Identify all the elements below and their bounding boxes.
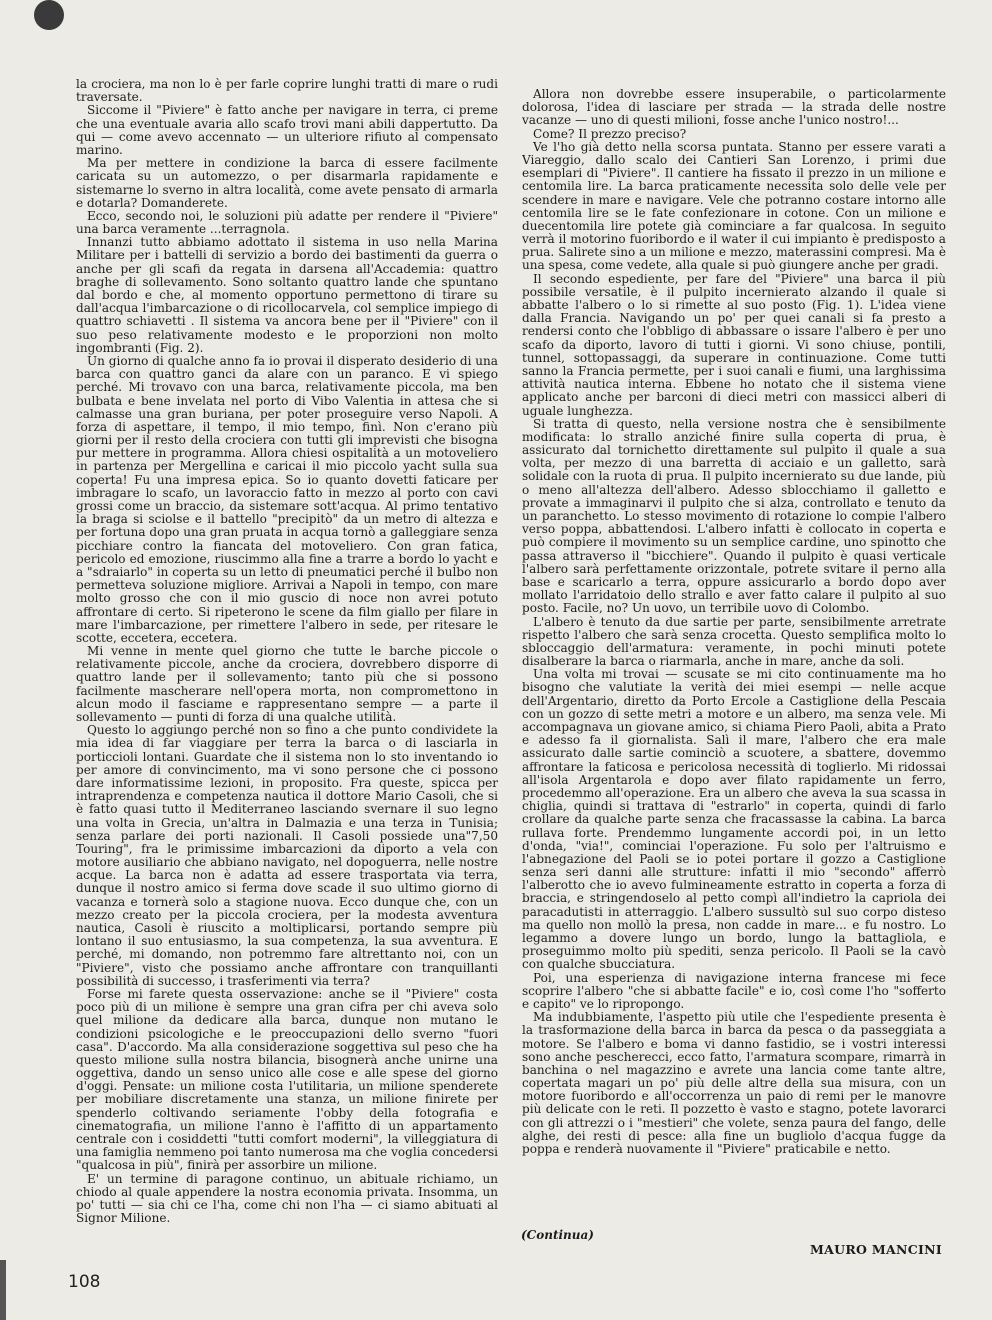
paragraph: Ma per mettere in condizione la barca di essere facilmente caricata su un automezzo, o per disarmarla rapidamente e sistemarne lo sverno in altra località, come avete pensato di armarla e dotarla? Domanderete. [76,156,498,210]
left-column [76,78,498,1258]
paragraph: Una volta mi trovai — scusate se mi cito continuamente ma ho bisogno che valutiate la verità dei miei esempi — nelle acque dell'Argentario, diretto da Porto Ercole a Castiglione della Pescaia con un gozzo di sette metri a motore e un albero, ma senza vele. Mi accompagnava un giovane amico, si chiama Piero Paoli, abita a Prato e adesso fa il giornalista. Salì il mare, l'albero che era male assicurato dalle sartie cominciò a scuotere, a sbattere, dovemmo affrontare la faticosa e pericolosa necessità di toglierlo. Mi ridossai all'isola Argentarola e dopo aver filato rapidamente un ferro, procedemmo all'operazione. Era un albero che aveva la sua scassa in chiglia, quindi si trattava di "estrarlo" in coperta, quindi di farlo crollare da qualche parte senza che fracassasse la cabina. La barca rullava forte. Prendemmo lungamente accordi poi, in un letto d'onda, "via!", cominciai l'operazione. Fu solo per l'altruismo e l'abnegazione del Paoli se io potei portare il gozzo a Castiglione senza seri danni alle strutture: infatti il mio "secondo" afferrò l'alberotto che io avevo fulmineamente estratto in coperta a forza di braccia, e stringendoselo al petto compì all'indietro la capriola dei paracadutisti in atterraggio. L'albero sussultò sul suo corpo disteso ma quello non mollò la presa, non cadde in mare... e fu nostro. Lo legammo a dovere lungo un bordo, lungo la battagliola, e proseguimmo molto più spediti, senza pericolo. Il Paoli se la cavò con qualche sbucciatura. [522,667,946,972]
continued-note: (Continua) [521,1228,594,1242]
page-number: 108 [68,1272,101,1292]
paragraph: Ve l'ho già detto nella scorsa puntata. Stanno per essere varati a Viareggio, dallo scalo dei Cantieri San Lorenzo, i primi due esemplari di "Piviere". Il cantiere ha fissato il prezzo in un milione e centomila lire. La barca praticamente necessita solo delle vele per scendere in mare e navigare. Vele che potranno costare intorno alle centomila lire se le fate confezionare in cotone. Con un milione e duecentomila lire potete già cominciare a far qualcosa. In seguito verrà il motorino fuoribordo e il water il cui impianto è predisposto a prua. Salirete sino a un milione e mezzo, materassini compresi. Ma è una spesa, come vedete, alla quale si può giungere anche per gradi. [522,139,946,273]
paragraph: Un giorno di qualche anno fa io provai il disperato desiderio di una barca con quattro ganci da alare con un paranco. E vi spiego perché. Mi trovavo con una barca, relativamente piccola, ma ben bulbata e bene invelata nel porto di Vibo Valentia in attesa che si calmasse una gran buriana, per poter proseguire verso Napoli. A forza di aspettare, il tempo, il mio tempo, finì. Non c'erano più giorni per il resto della crociera con tutti gli imprevisti che bisogna pur mettere in programma. Allora chiesi ospitalità a un motoveliero in partenza per Mergellina e caricai il mio piccolo yacht sulla sua coperta! Fu una impresa epica. So io quanto dovetti faticare per imbragare lo scafo, un lavoraccio fatto in mezzo al porto con cavi grossi come un braccio, da sistemare sott'acqua. Al primo tentativo la braga si sciolse e il battello "precipitò" da un metro di altezza e per fortuna dopo una gran pruata in acqua tornò a galleggiare senza picchiare contro la fiancata del motoveliero. Con gran fatica, pericolo ed emozione, riuscimmo alla fine a trarre a bordo lo yacht e a "sdraiarlo" in coperta su un letto di pneumatici perché il bulbo non permetteva soluzione migliore. Arrivai a Napoli in tempo, con mare molto grosso che con il mio guscio di noce non avrei potuto affrontare di certo. Si ripeterono le scene da film giallo per filare in mare l'imbarcazione, per rimettere l'albero in sede, per ritesare le scotte, eccetera, eccetera. [76,353,498,645]
paragraph: Il secondo espediente, per fare del "Piviere" una barca il più possibile versatile, è il pulpito incernierato alzando il quale si abbatte l'albero o lo si rimette al suo posto (Fig. 1). L'idea viene dalla Francia. Navigando un po' per quei canali si fa presto a rendersi conto che l'obbligo di abbassare o issare l'albero è per uno scafo da diporto, lavoro di tutti i giorni. Vi sono chiuse, pontili, tunnel, sottopassaggi, da superare in continuazione. Come tutti sanno la Francia permette, per i suoi canali e fiumi, una larghissima attività nautica interna. Ebbene ho notato che il sistema viene applicato anche per barconi di dieci metri con massicci alberi di uguale lunghezza. [522,271,946,418]
paragraph: E' un termine di paragone continuo, un abituale richiamo, un chiodo al quale appendere la nostra economia privata. Insomma, un po' tutti — sia chi ce l'ha, come chi non l'ha — ci siamo abituati al Signor Milione. [76,1171,498,1226]
paragraph: la crociera, ma non lo è per farle coprire lunghi tratti di mare o rudi traversate. [76,78,498,105]
author-byline: MAURO MANCINI [810,1242,942,1257]
paragraph: L'albero è tenuto da due sartie per parte, sensibilmente arretrate rispetto l'albero che sarà senza crocetta. Questo semplifica molto lo sbloccaggio dell'armatura: veramente, in pochi minuti potete disalberare la barca o riarmarla, anche in mare, anche da soli. [522,614,946,669]
paragraph: Allora non dovrebbe essere insuperabile, o particolarmente dolorosa, l'idea di lasciare per strada — la strada delle nostre vacanze — uno di questi milioni, fosse anche l'unico nostro!... [522,88,946,128]
paragraph: Innanzi tutto abbiamo adottato il sistema in uso nella Marina Militare per i battelli di servizio a bordo dei bastimenti da guerra o anche per gli scafi da regata in darsena all'Accademia: quattro braghe di sollevamento. Sono soltanto quattro lande che spuntano dal bordo e che, al momento opportuno permettono di tirare su dall'acqua l'imbarcazione o di ricollocarvela, col semplice impiego di quattro schiavetti . Il sistema va ancora bene per il "Piviere" con il suo peso relativamente modesto e le proporzioni non molto ingombranti (Fig. 2). [76,235,498,355]
paragraph: Ma indubbiamente, l'aspetto più utile che l'espediente presenta è la trasformazione della barca in barca da pesca o da passeggiata a motore. Se l'albero e boma vi danno fastidio, se i vostri interessi sono anche pescherecci, ecco fatto, l'armatura scompare, rimarrà in banchina o nel magazzino e avrete una lancia come tante altre, copertata magari un po' più delle altre della sua misura, con un motore fuoribordo e all'occorrenza un paio di remi per le manovre più delicate con le reti. Il pozzetto è vasto e stagno, potete lavorarci con gli attrezzi o i "mestieri" che volete, senza paura del fango, delle alghe, dei resti di pesce: alla fine un bugliolo d'acqua fugge da poppa e renderà nuovamente il "Piviere" praticabile e netto. [522,1010,946,1156]
paragraph: Questo lo aggiungo perché non so fino a che punto condividete la mia idea di far viaggiare per terra la barca o di lasciarla in porticcioli lontani. Guardate che il sistema non lo sto inventando io per amore di convincimento, ma vi sono persone che ci possono dare informatissime lezioni, in proposito. Fra queste, spicca per intraprendenza e competenza nautica il dottore Mario Casoli, che si è fatto quasi tutto il Mediterraneo lasciando svernare il suo legno una volta in Grecia, un'altra in Dalmazia e una terza in Tunisia; senza parlare dei porti nazionali. Il Casoli possiede una"7,50 Touring", fra le primissime imbarcazioni da diporto a vela con motore ausiliario che abbiano navigato, nel dopoguerra, nelle nostre acque. La barca non è adatta ad essere trasportata via terra, dunque il nostro amico si ferma dove scade il suo ultimo giorno di vacanza e tornerà solo a stagione nuova. Ecco dunque che, con un mezzo creato per la piccola crociera, per la modesta avventura nautica, Casoli è riuscito a moltiplicarsi, portando sempre più lontano il suo entusiasmo, la sua competenza, la sua avventura. E perché, mi domando, non potremmo fare altrettanto noi, con un "Piviere", visto che possiamo anche affrontare con tranquillanti possibilità di successo, i trasferimenti via terra? [76,723,498,988]
punch-hole-mark [34,0,64,30]
paragraph: Come? Il prezzo preciso? [533,126,687,141]
binding-edge-mark [0,1260,6,1320]
paragraph: Mi venne in mente quel giorno che tutte le barche piccole o relativamente piccole, anche da crociera, dovrebbero disporre di quattro lande per il sollevamento; tanto più che si possono facilmente mascherare nell'opera morta, non compromettono in alcun modo il fasciame e rappresentano sempre — a parte il sollevamento — punti di forza di una qualche utilità. [76,644,498,724]
paragraph: Forse mi farete questa osservazione: anche se il "Piviere" costa poco più di un milione è sempre una gran cifra per chi aveva solo quel milione da dedicare alla barca, dunque non mutano le condizioni psicologiche e le preoccupazioni dello sverno "fuori casa". D'accordo. Ma alla considerazione soggettiva sul peso che ha questo milione sulla nostra bilancia, bisognerà anche unirne una oggettiva, dando un senso unico alle cose e alle spese del giorno d'oggi. Pensate: un milione costa l'utilitaria, un milione spenderete per mobiliare discretamente una stanza, un milione finirete per spenderlo coltivando seriamente l'obby della fotografia e cinematografia, un milione l'anno è l'affitto di un appartamento centrale con i cosiddetti "tutti comfort moderni", la villeggiatura di una famiglia nemmeno poi tanto numerosa ma che voglia concedersi "qualcosa in più", finirà per assorbire un milione. [76,986,498,1173]
paragraph: Poi, una esperienza di navigazione interna francese mi fece scoprire l'albero "che si abbatte facile" e io, così come l'ho "sofferto e capito" ve lo ripropongo. [522,970,946,1011]
paragraph: Si tratta di questo, nella versione nostra che è sensibilmente modificata: lo strallo anziché finire sulla coperta di prua, è assicurato dal tornichetto direttamente sul pulpito il quale a sua volta, per mezzo di una barretta di acciaio e un galletto, sarà solidale con la ruota di prua. Il pulpito incernierato su due lande, più o meno all'altezza dell'albero. Adesso sblocchiamo il galletto e provate a immaginarvi il pulpito che si alza, controllato e tenuto da un paranchetto. Lo stesso movimento di rotazione lo compie l'albero verso poppa, abbattendosi. L'albero infatti è collocato in coperta e può compiere il movimento su un semplice cardine, uno spinotto che passa attraverso il "bicchiere". Quando il pulpito è quasi verticale l'albero sarà perfettamente orizzontale, potrete svitare il perno alla base e scaricarlo a terra, oppure assicurarlo a bordo dopo aver mollato l'arridatoio dello strallo e aver fatto calare il pulpito al suo posto. Facile, no? Un uovo, un terribile uovo di Colombo. [522,416,946,616]
paragraph: Ecco, secondo noi, le soluzioni più adatte per rendere il "Piviere" una barca veramente ...terragnola. [76,208,498,237]
paragraph: Siccome il "Piviere" è fatto anche per navigare in terra, ci preme che una eventuale avaria allo scafo trovi mani abili dappertutto. Da qui — come avevo accennato — un ulteriore rifiuto al compensato marino. [76,103,498,157]
right-column [522,88,946,1268]
